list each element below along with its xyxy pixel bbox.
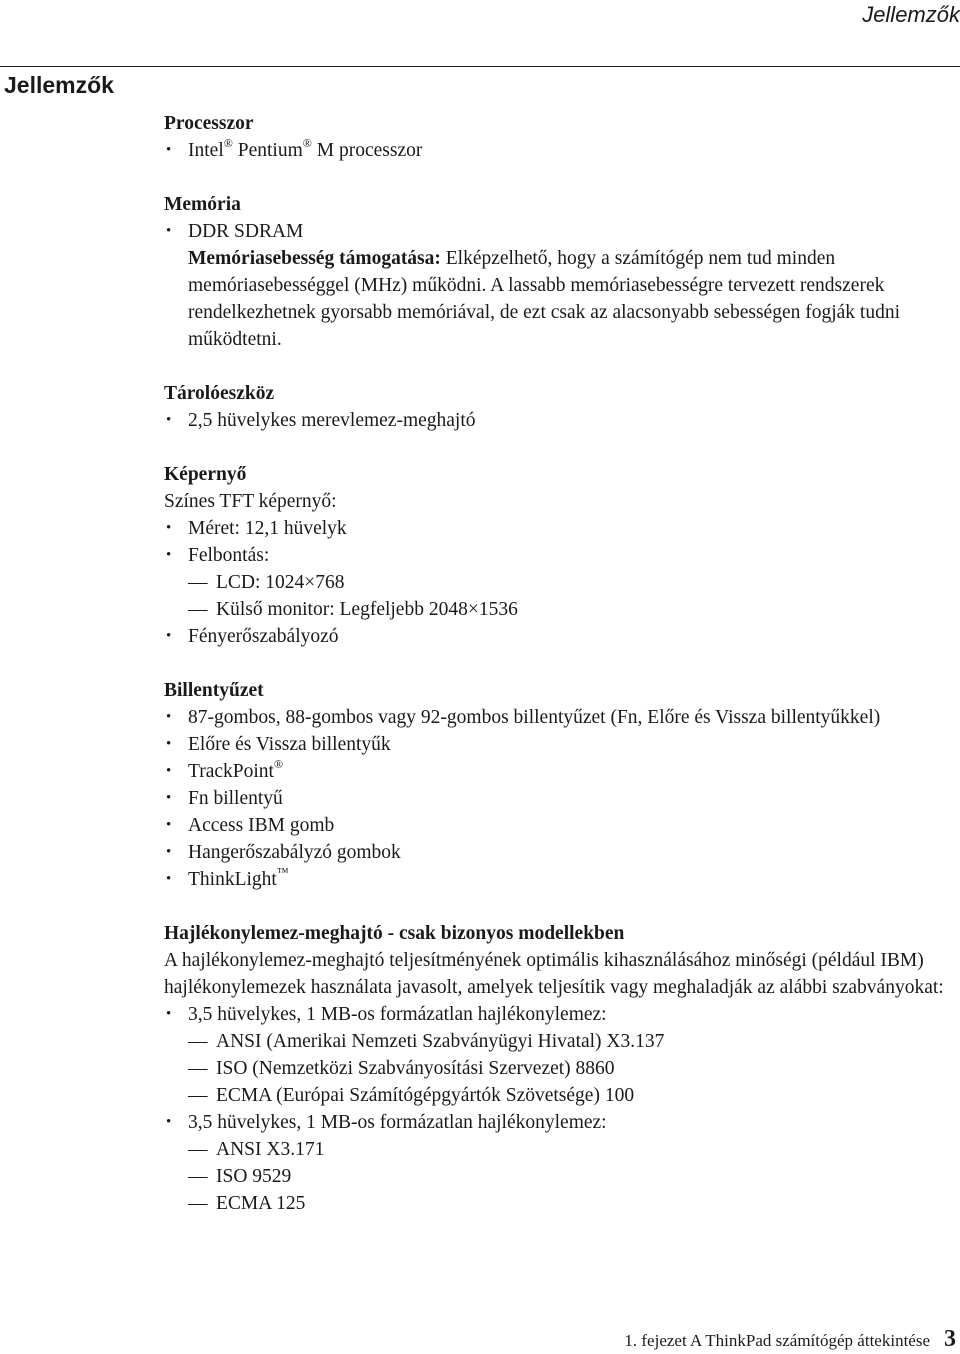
list-item bbox=[164, 137, 944, 164]
list-item bbox=[164, 542, 944, 623]
thinklight-text: ThinkLight bbox=[188, 869, 277, 890]
floppy-sublist-2 bbox=[164, 1136, 944, 1217]
list-item: • 87-gombos, 88-gombos vagy 92-gombos billentyűzet (Fn, Előre és Vissza billentyűkkel) bbox=[164, 704, 944, 731]
storage-list bbox=[164, 407, 944, 434]
memory-speed-label: Memóriasebesség támogatása: bbox=[188, 248, 441, 269]
list-item: • Fn billentyű bbox=[164, 785, 944, 812]
page-footer bbox=[624, 1326, 956, 1353]
list-item bbox=[164, 218, 944, 353]
sub-list-item: — ANSI (Amerikai Nemzeti Szabványügyi Hivatal) X3.137 bbox=[164, 1028, 944, 1055]
floppy-list bbox=[164, 1001, 944, 1217]
features-content bbox=[164, 110, 944, 1244]
registered-mark: ® bbox=[223, 135, 233, 150]
memory-list bbox=[164, 218, 944, 353]
sub-list-item: — ECMA (Európai Számítógépgyártók Szövetsége) 100 bbox=[164, 1082, 944, 1109]
footer-chapter-text: 1. fejezet A ThinkPad számítógép áttekintése bbox=[624, 1331, 930, 1350]
processor-list bbox=[164, 137, 944, 164]
keyboard-heading: Billentyűzet bbox=[164, 680, 264, 701]
section-memory bbox=[164, 191, 944, 353]
display-resolution-label: Felbontás: bbox=[188, 545, 270, 566]
list-item: • Méret: 12,1 hüvelyk bbox=[164, 515, 944, 542]
registered-mark: ® bbox=[302, 135, 312, 150]
list-item bbox=[164, 1109, 944, 1217]
sub-list-item: — Külső monitor: Legfeljebb 2048×1536 bbox=[164, 596, 944, 623]
section-keyboard bbox=[164, 677, 944, 893]
storage-heading: Tárolóeszköz bbox=[164, 383, 275, 404]
running-head: Jellemzők bbox=[862, 2, 960, 27]
list-item: • 2,5 hüvelykes merevlemez-meghajtó bbox=[164, 407, 944, 434]
processor-heading: Processzor bbox=[164, 113, 254, 134]
section-display bbox=[164, 461, 944, 650]
list-item: • Fényerőszabályozó bbox=[164, 623, 944, 650]
text-intel: Intel bbox=[188, 140, 224, 161]
list-item: • Hangerőszabályzó gombok bbox=[164, 839, 944, 866]
text-pentium: Pentium bbox=[232, 140, 303, 161]
sub-list-item: — LCD: 1024×768 bbox=[164, 569, 944, 596]
memory-type: DDR SDRAM bbox=[188, 221, 304, 242]
keyboard-list bbox=[164, 704, 944, 893]
resolution-sublist bbox=[164, 569, 944, 623]
memory-heading: Memória bbox=[164, 194, 241, 215]
header-rule bbox=[0, 66, 960, 67]
floppy-intro: A hajlékonylemez-meghajtó teljesítményének optimális kihasználásához minőségi (például IBM) hajlékonylemezek használata javasolt, amelyek teljesítik vagy meghaladják az alábbi szabványokat: bbox=[164, 950, 944, 998]
display-list bbox=[164, 515, 944, 650]
section-floppy bbox=[164, 920, 944, 1217]
display-intro: Színes TFT képernyő: bbox=[164, 491, 337, 512]
section-storage bbox=[164, 380, 944, 434]
floppy-group-label: 3,5 hüvelykes, 1 MB-os formázatlan hajlékonylemez: bbox=[188, 1004, 607, 1025]
sub-list-item: — ANSI X3.171 bbox=[164, 1136, 944, 1163]
list-item bbox=[164, 866, 944, 893]
list-item bbox=[164, 758, 944, 785]
display-heading: Képernyő bbox=[164, 464, 247, 485]
list-item: • Access IBM gomb bbox=[164, 812, 944, 839]
floppy-heading: Hajlékonylemez-meghajtó - csak bizonyos modellekben bbox=[164, 923, 625, 944]
text-m-processor: M processzor bbox=[311, 140, 423, 161]
sub-list-item: — ECMA 125 bbox=[164, 1190, 944, 1217]
list-item bbox=[164, 1001, 944, 1109]
list-item: • Előre és Vissza billentyűk bbox=[164, 731, 944, 758]
trademark-mark: ™ bbox=[276, 864, 289, 879]
floppy-group-label: 3,5 hüvelykes, 1 MB-os formázatlan hajlékonylemez: bbox=[188, 1112, 607, 1133]
trackpoint-text: TrackPoint bbox=[188, 761, 274, 782]
sub-list-item: — ISO 9529 bbox=[164, 1163, 944, 1190]
chapter-title: Jellemzők bbox=[4, 72, 114, 98]
sub-list-item: — ISO (Nemzetközi Szabványosítási Szervezet) 8860 bbox=[164, 1055, 944, 1082]
registered-mark: ® bbox=[273, 756, 284, 771]
floppy-sublist-1 bbox=[164, 1028, 944, 1109]
section-processor bbox=[164, 110, 944, 164]
page-number: 3 bbox=[944, 1326, 956, 1352]
memory-speed-text: Elképzelhető, hogy a számítógép nem tud minden memóriasebességgel (MHz) működni. A lassabb memóriasebességre tervezett rendszerek rendelkezhetnek gyorsabb memóriával, de ezt csak az alacsonyabb sebességen fogják tudni működtetni. bbox=[188, 248, 901, 350]
